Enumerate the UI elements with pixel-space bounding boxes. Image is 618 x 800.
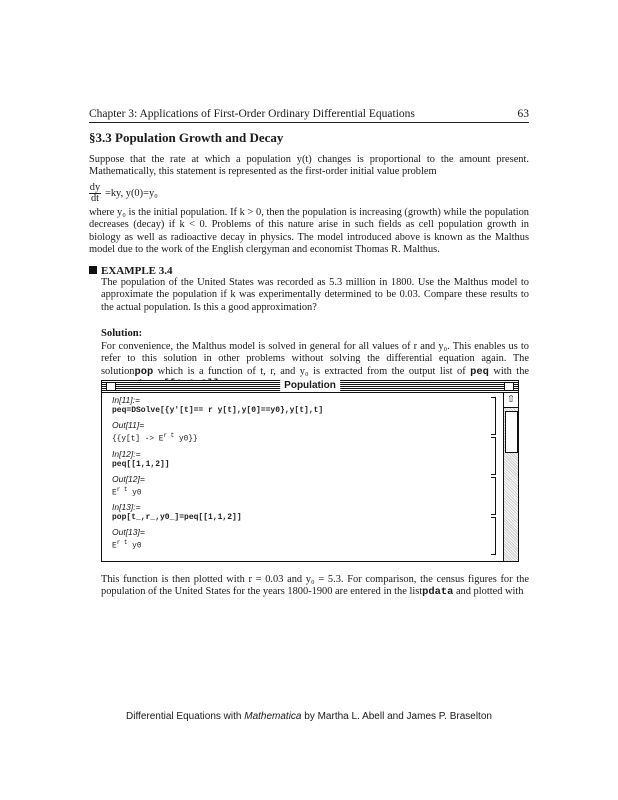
output-cell-13[interactable] <box>112 538 482 552</box>
out12-exponent: r t <box>116 485 128 493</box>
input-cell-12[interactable]: peq[[1,1,2]] <box>112 459 170 469</box>
out13-tail: y0 <box>127 542 142 551</box>
page-number: 63 <box>517 108 529 120</box>
window-title: Population <box>280 380 340 392</box>
example-title: EXAMPLE 3.4 <box>101 265 173 277</box>
example-text: The population of the United States was recorded as 5.3 million in 1800. Use the Malthus model to approximate the population if k was experimentally determined to be 0.03. Compare these results to the actual population. Is this a good approximation? <box>101 277 529 313</box>
notebook-cells <box>112 395 482 556</box>
output-cell-11[interactable] <box>112 431 482 445</box>
out12-base: E <box>112 489 117 498</box>
example-heading <box>89 265 173 277</box>
eq-denominator: dt <box>90 193 100 204</box>
input-label-12: In[12]:= <box>112 448 141 459</box>
inline-code-pop: pop <box>134 365 154 378</box>
window-titlebar[interactable] <box>102 381 518 393</box>
input-label-11: In[11]:= <box>112 395 140 405</box>
notebook-window <box>101 380 519 562</box>
chapter-title: Chapter 3: Applications of First-Order Ordinary Differential Equations <box>89 108 415 120</box>
output-cell-12[interactable] <box>112 485 482 499</box>
footer-text-1: Differential Equations with <box>126 711 245 722</box>
body-paragraph: where y₀ is the initial population. If k > 0, then the population is increasing (growth) while the population decreases (decay) if k < 0. Problems of this nature arise in such fields as cell population growth in biology as well as radioactive decay in physics. The model introduced above is known as the Malthus model due to the work of the English clergyman and economist Thomas R. Malthus. <box>89 207 529 256</box>
closing-text-1: This function is then plotted with r = 0.03 and y₀ = 5.3. For comparison, the census figures for the population of the United States for the years 1800-1900 are entered in the list <box>101 574 529 598</box>
inline-code-peq: peq <box>470 365 489 378</box>
footer-text-2: by Martha L. Abell and James P. Braselton <box>301 711 492 722</box>
header-rule <box>89 122 529 123</box>
out13-exponent: r t <box>116 539 128 547</box>
out11-tail: y0}} <box>174 435 198 444</box>
close-box-icon[interactable] <box>106 382 116 391</box>
solution-text-3: with the <box>493 365 529 377</box>
closing-text-2: and plotted with <box>453 586 524 598</box>
out12-tail: y0 <box>127 489 142 498</box>
cell-bracket[interactable] <box>491 437 496 475</box>
ode-equation <box>89 182 158 204</box>
eq-numerator: dy <box>89 182 101 193</box>
eq-rest: =ky, y(0)=y₀ <box>105 188 158 199</box>
intro-paragraph: Suppose that the rate at which a population y(t) changes is proportional to the amount present. Mathematically, this statement is represented as the first-order initial value problem <box>89 154 529 178</box>
solution-text-2: which is a function of t, r, and y₀ is extracted from the output list of <box>153 365 471 377</box>
section-title: §3.3 Population Growth and Decay <box>89 130 284 145</box>
running-header <box>89 108 529 120</box>
footer-italic: Mathematica <box>244 711 302 722</box>
output-label-12: Out[12]= <box>112 473 145 484</box>
square-bullet-icon <box>89 266 97 274</box>
out13-base: E <box>112 542 117 551</box>
input-cell-13[interactable]: pop[t_,r_,y0_]=peq[[1,1,2]] <box>112 513 242 523</box>
solution-text-1: For convenience, the Malthus model is solved in general for all values of r and y₀. This enables us to refer to this solution in other problems without solving the differential equation again. The solution <box>101 341 529 377</box>
input-cell-11[interactable]: peq=DSolve[{y'[t]== r y[t],y[0]==y0},y[t],t] <box>112 406 324 415</box>
input-label-13: In[13]:= <box>112 502 141 513</box>
closing-paragraph <box>101 574 529 599</box>
scroll-thumb[interactable] <box>505 411 518 453</box>
scroll-up-arrow-icon[interactable]: ⇧ <box>504 393 518 408</box>
cell-bracket[interactable] <box>491 397 496 435</box>
cell-bracket[interactable] <box>491 517 496 555</box>
inline-code-pdata: pdata <box>422 586 454 599</box>
page-footer <box>0 711 618 722</box>
output-label-13: Out[13]= <box>112 527 145 538</box>
vertical-scrollbar[interactable] <box>503 393 518 561</box>
out11-exponent: r t <box>163 432 175 439</box>
output-label-11: Out[11]= <box>112 420 145 430</box>
cell-bracket[interactable] <box>491 477 496 515</box>
solution-label: Solution: <box>101 328 143 339</box>
zoom-box-icon[interactable] <box>504 382 514 391</box>
out11-base: {{y[t] -> E <box>112 435 164 444</box>
